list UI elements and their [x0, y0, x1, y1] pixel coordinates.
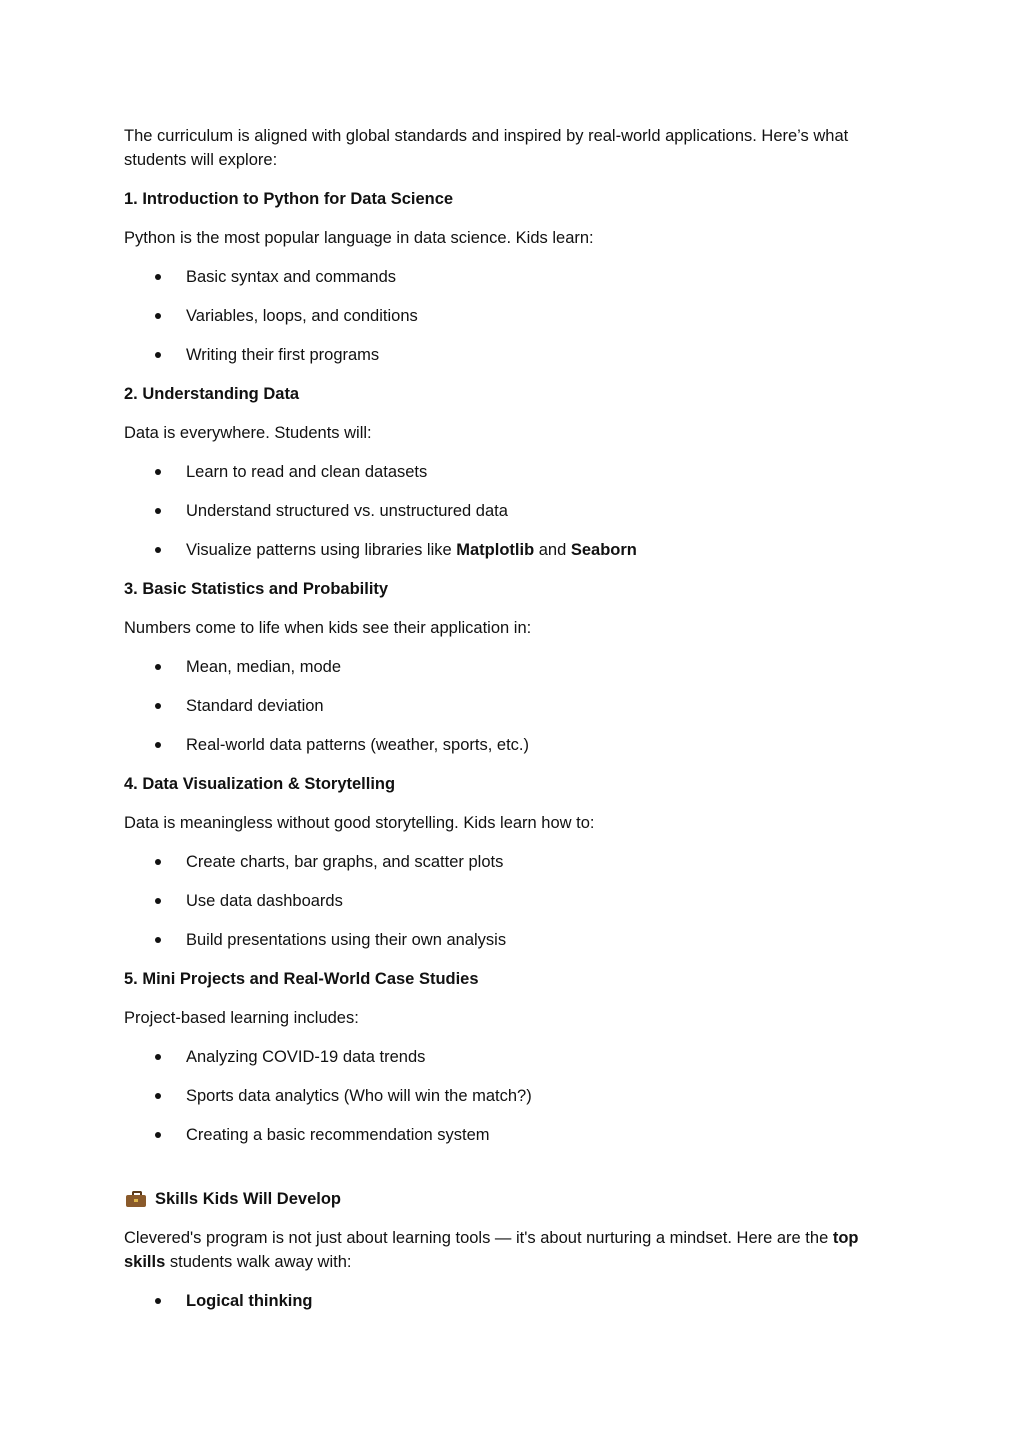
list-item: Variables, loops, and conditions [124, 304, 894, 328]
list-item: Standard deviation [124, 694, 894, 718]
briefcase-icon [126, 1191, 146, 1207]
list-item: Sports data analytics (Who will win the match?) [124, 1084, 894, 1108]
section-title-python: 1. Introduction to Python for Data Science [124, 190, 454, 208]
list-item: Create charts, bar graphs, and scatter plots [124, 850, 894, 874]
bullet-icon [155, 1132, 161, 1138]
list-item: Visualize patterns using libraries like Matplotlib and Seaborn [124, 538, 894, 562]
list-item: Understand structured vs. unstructured data [124, 499, 894, 523]
list-item: Logical thinking [124, 1289, 894, 1313]
list-item: Use data dashboards [124, 889, 894, 913]
bullet-icon [155, 352, 161, 358]
bullet-icon [155, 313, 161, 319]
list-item: Mean, median, mode [124, 655, 894, 679]
list-item: Creating a basic recommendation system [124, 1123, 894, 1147]
skills-heading-text: Skills Kids Will Develop [155, 1190, 341, 1208]
intro-paragraph: The curriculum is aligned with global standards and inspired by real-world applications. Here’s what students will explore: [124, 127, 849, 169]
section-title-data: 2. Understanding Data [124, 385, 300, 403]
bullet-icon [155, 1298, 161, 1304]
matplotlib-term: Matplotlib [456, 541, 535, 559]
top-skills-term: top skills [124, 1229, 859, 1271]
bullet-icon [155, 469, 161, 475]
seaborn-term: Seaborn [570, 541, 637, 559]
section-lead-projects: Project-based learning includes: [124, 1009, 359, 1027]
list-item: Analyzing COVID-19 data trends [124, 1045, 894, 1069]
bullet-icon [155, 742, 161, 748]
section-lead-python: Python is the most popular language in data science. Kids learn: [124, 229, 594, 247]
bullet-list-visualization [124, 850, 894, 952]
bullet-list-data [124, 460, 894, 562]
list-item: Writing their first programs [124, 343, 894, 367]
bullet-icon [155, 664, 161, 670]
section-title-visualization: 4. Data Visualization & Storytelling [124, 775, 396, 793]
bullet-list-python [124, 265, 894, 367]
section-lead-data: Data is everywhere. Students will: [124, 424, 372, 442]
section-lead-visualization: Data is meaningless without good storytelling. Kids learn how to: [124, 814, 595, 832]
section-lead-statistics: Numbers come to life when kids see their application in: [124, 619, 532, 637]
bullet-icon [155, 859, 161, 865]
skills-section [124, 1187, 894, 1313]
list-item: Real-world data patterns (weather, sports, etc.) [124, 733, 894, 757]
bullet-icon [155, 937, 161, 943]
bullet-icon [155, 508, 161, 514]
list-item: Basic syntax and commands [124, 265, 894, 289]
bullet-list-skills [124, 1289, 894, 1313]
skills-lead: Clevered's program is not just about learning tools — it's about nurturing a mindset. Here are the top skills students walk away with: [124, 1229, 859, 1271]
list-item: Build presentations using their own analysis [124, 928, 894, 952]
document-page [124, 124, 894, 1328]
list-item: Learn to read and clean datasets [124, 460, 894, 484]
bullet-icon [155, 274, 161, 280]
bullet-list-projects [124, 1045, 894, 1147]
bullet-icon [155, 898, 161, 904]
bullet-list-statistics [124, 655, 894, 757]
bullet-icon [155, 1054, 161, 1060]
section-title-projects: 5. Mini Projects and Real-World Case Studies [124, 970, 479, 988]
bullet-icon [155, 1093, 161, 1099]
skills-heading [124, 1187, 894, 1211]
bullet-icon [155, 547, 161, 553]
section-title-statistics: 3. Basic Statistics and Probability [124, 580, 389, 598]
bullet-icon [155, 703, 161, 709]
